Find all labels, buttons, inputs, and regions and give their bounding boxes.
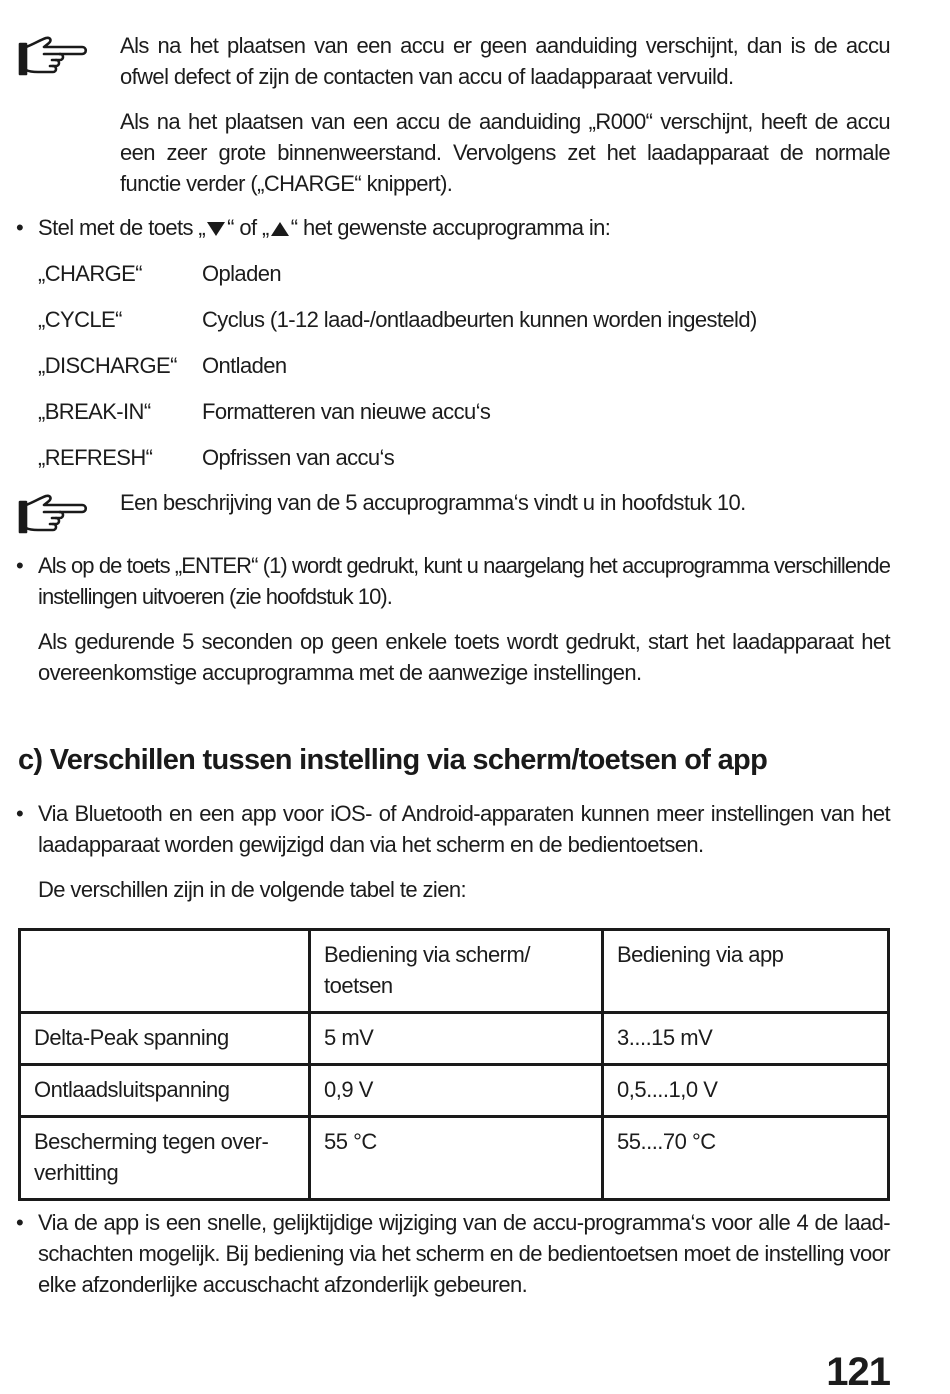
bullet-text: • Via Bluetooth en een app voor iOS- of Android-apparaten kunnen meer instellingen van het laadapparaat worden gewijzigd dan via het scherm en de bedientoetsen. (16, 798, 890, 860)
table-cell: 0,9 V (310, 1065, 603, 1117)
bullet-item (16, 550, 890, 688)
bullet-item (16, 798, 890, 905)
table-cell: Delta-Peak spanning (20, 1013, 310, 1065)
differences-table (18, 928, 890, 1201)
section-heading: c) Verschillen tussen instelling via scherm/toetsen of app (18, 744, 768, 776)
bullet-item (16, 212, 890, 243)
table-row (20, 1117, 889, 1200)
note-paragraph: Als na het plaatsen van een accu de aanduiding „R000“ verschijnt, heeft de accu een zeer grote binnenweerstand. Vervolgens zet het laadapparaat de normale functie verder („CHARGE“ knippert). (120, 109, 890, 196)
note-block-1 (120, 30, 890, 213)
program-name: „BREAK-IN“ (38, 399, 151, 424)
note-paragraph: Een beschrijving van de 5 accuprogramma‘s vindt u in hoofdstuk 10. (120, 490, 746, 515)
program-row (38, 304, 890, 350)
page-number: 121 (826, 1350, 890, 1394)
body-paragraph: Als gedurende 5 seconden op geen enkele toets wordt gedrukt, start het laadapparaat het overeenkomstige accuprogramma met de aanwezige instellingen. (38, 629, 890, 685)
bullet-item (16, 1207, 890, 1300)
program-row (38, 350, 890, 396)
program-name: „CYCLE“ (38, 307, 122, 332)
table-header-cell: Bediening via scherm/ toetsen (310, 930, 603, 1013)
program-name: „DISCHARGE“ (38, 353, 177, 378)
table-cell: 0,5....1,0 V (603, 1065, 889, 1117)
table-header-row (20, 930, 889, 1013)
bullet-dot: • (16, 801, 24, 826)
pointing-hand-icon (16, 492, 90, 536)
bullet-text: • Via de app is een snelle, gelijktijdige wijziging van de accu-programma‘s voor alle 4 de laad-schachten mogelijk. Bij bediening via het scherm en de bedientoetsen moet de instelling voor elke afzonderlijke accuschacht afzonderlijk gebeuren. (16, 1207, 890, 1300)
pointing-hand-icon (16, 34, 90, 78)
table-row (20, 1065, 889, 1117)
table-cell: Bescherming tegen over-verhitting (20, 1117, 310, 1200)
body-paragraph: De verschillen zijn in de volgende tabel te zien: (38, 877, 466, 902)
table-cell: 5 mV (310, 1013, 603, 1065)
table-cell: 55 °C (310, 1117, 603, 1200)
program-description: Formatteren van nieuwe accu‘s (202, 399, 491, 424)
bullet-dot: • (16, 215, 24, 240)
note-paragraph: Als na het plaatsen van een accu er geen aanduiding verschijnt, dan is de accu ofwel defect of zijn de contacten van accu of laadapparaat vervuild. (120, 33, 890, 89)
program-name: „REFRESH“ (38, 445, 153, 470)
down-arrow-icon (207, 222, 225, 236)
table-header-cell: Bediening via app (603, 930, 889, 1013)
program-list (38, 258, 890, 488)
program-description: Ontladen (202, 353, 287, 378)
note-block-2 (120, 487, 890, 532)
up-arrow-icon (271, 222, 289, 236)
table-cell: Ontlaadsluitspanning (20, 1065, 310, 1117)
bullet-text: • Stel met de toets „ “ of „ “ het gewenste accuprogramma in: (16, 212, 890, 243)
program-row (38, 396, 890, 442)
program-description: Cyclus (1-12 laad-/ontlaadbeurten kunnen worden ingesteld) (202, 307, 757, 332)
bullet-text: • Als op de toets „ENTER“ (1) wordt gedrukt, kunt u naargelang het accuprogramma verschillende instellingen uitvoeren (zie hoofdstuk 10). (16, 550, 890, 612)
program-row (38, 258, 890, 304)
table-cell: 3....15 mV (603, 1013, 889, 1065)
program-row (38, 442, 890, 488)
table-header-cell (20, 930, 310, 1013)
bullet-dot: • (16, 1210, 24, 1235)
bullet-dot: • (16, 553, 23, 578)
table-row (20, 1013, 889, 1065)
table-cell: 55....70 °C (603, 1117, 889, 1200)
program-description: Opladen (202, 261, 281, 286)
program-name: „CHARGE“ (38, 261, 142, 286)
program-description: Opfrissen van accu‘s (202, 445, 395, 470)
